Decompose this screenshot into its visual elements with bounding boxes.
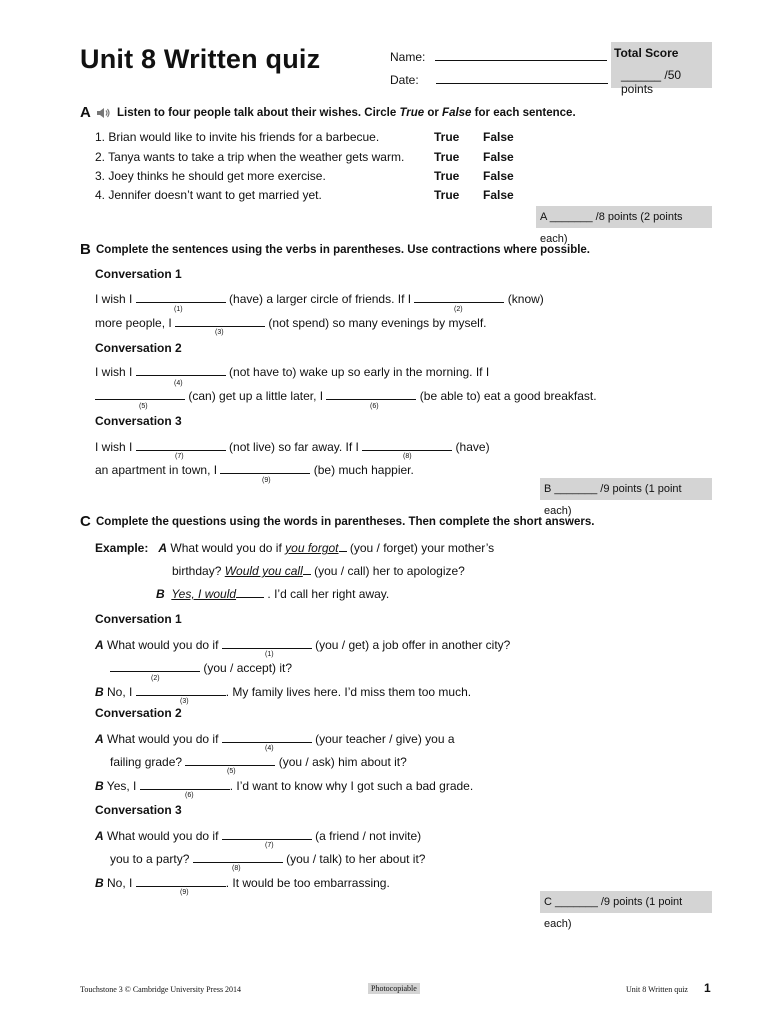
conversation-title: Conversation 1 — [95, 612, 182, 626]
list-item: 1. Brian would like to invite his friends for a barbecue. — [95, 130, 380, 144]
sentence-line: more people, I (not spend) so many evenings by myself. — [95, 316, 487, 330]
dialogue-line: B No, I . It would be too embarrassing. — [95, 876, 390, 890]
answer-blank[interactable] — [414, 290, 504, 303]
dialogue-line: B Yes, I . I’d want to know why I got such a bad grade. — [95, 779, 474, 793]
list-item: 4. Jennifer doesn’t want to get married yet. — [95, 188, 322, 202]
footer-copyright: Touchstone 3 © Cambridge University Press 2014 — [80, 985, 242, 994]
example-answer: Yes, I would — [171, 587, 237, 601]
answer-blank[interactable] — [95, 387, 185, 400]
false-option[interactable]: False — [483, 130, 514, 144]
blank-number: (5) — [139, 403, 148, 410]
blank-number: (9) — [262, 477, 271, 484]
sentence-line: (can) get up a little later, I (be able to) eat a good breakfast. — [95, 387, 597, 403]
blank-number: (5) — [227, 768, 236, 775]
sentence-line: I wish I (have) a larger circle of friends. If I (know) — [95, 292, 544, 306]
answer-blank[interactable] — [136, 874, 226, 887]
true-option[interactable]: True — [434, 130, 460, 144]
blank-number: (2) — [454, 306, 463, 313]
section-b-points: B _______ /9 points (1 point each) — [540, 478, 712, 500]
blank-number: (4) — [174, 380, 183, 387]
answer-blank[interactable] — [136, 363, 226, 376]
blank-number: (1) — [174, 306, 183, 313]
conversation-title: Conversation 2 — [95, 341, 182, 355]
speaker-b: B — [156, 587, 165, 601]
conversation-title: Conversation 2 — [95, 706, 182, 720]
blank-number: (7) — [175, 453, 184, 460]
answer-blank[interactable] — [222, 827, 312, 840]
section-c-letter: C — [80, 513, 91, 530]
dialogue-line: A What would you do if (a friend / not invite) — [95, 829, 422, 843]
blank-number: (6) — [185, 792, 194, 799]
blank-number: (1) — [265, 651, 274, 658]
list-item: 2. Tanya wants to take a trip when the weather gets warm. — [95, 150, 405, 164]
date-row — [390, 71, 608, 87]
section-c-points: C _______ /9 points (1 point each) — [540, 891, 712, 913]
blank-number: (7) — [265, 842, 274, 849]
dialogue-line: A What would you do if (your teacher / give) you a — [95, 732, 455, 746]
answer-blank[interactable] — [136, 683, 226, 696]
word-false: False — [442, 107, 472, 119]
name-field[interactable] — [435, 48, 607, 61]
section-a-points: A _______ /8 points (2 points each) — [536, 206, 712, 228]
dialogue-line: you to a party? (you / talk) to her about it? — [110, 852, 426, 866]
sentence-line: an apartment in town, I (be) much happier. — [95, 463, 414, 477]
answer-blank[interactable] — [362, 438, 452, 451]
section-b-instruction: Complete the sentences using the verbs in parentheses. Use contractions where possible. — [96, 244, 591, 256]
answer-blank[interactable] — [140, 777, 230, 790]
true-option[interactable]: True — [434, 150, 460, 164]
blank-number: (4) — [265, 745, 274, 752]
answer-blank[interactable] — [220, 461, 310, 474]
example-line: Example: A What would you do if you forgot (you / forget) your mother’s — [95, 541, 495, 555]
page-title: Unit 8 Written quiz — [80, 44, 321, 74]
false-option[interactable]: False — [483, 169, 514, 183]
speaker-a: A — [158, 541, 168, 555]
answer-blank[interactable] — [222, 730, 312, 743]
name-row — [390, 48, 607, 64]
blank-number: (8) — [232, 865, 241, 872]
blank-number: (8) — [403, 453, 412, 460]
conversation-title: Conversation 3 — [95, 803, 182, 817]
blank-number: (3) — [215, 329, 224, 336]
date-field[interactable] — [436, 71, 608, 84]
dialogue-line: failing grade? (you / ask) him about it? — [110, 755, 407, 769]
footer-unit: Unit 8 Written quiz — [626, 985, 688, 994]
answer-blank[interactable] — [326, 387, 416, 400]
list-item: 3. Joey thinks he should get more exercise. — [95, 169, 326, 183]
true-option[interactable]: True — [434, 188, 460, 202]
example-line: birthday? Would you call (you / call) her to apologize? — [172, 564, 465, 578]
section-a-letter: A — [80, 104, 91, 121]
sentence-line: I wish I (not live) so far away. If I (have) — [95, 440, 490, 454]
name-label: Name: — [390, 50, 426, 64]
sentence-line: I wish I (not have to) wake up so early in the morning. If I — [95, 365, 490, 379]
dialogue-line: B No, I . My family lives here. I’d miss them too much. — [95, 685, 472, 699]
dialogue-line: (you / accept) it? — [110, 659, 292, 675]
conversation-title: Conversation 3 — [95, 414, 182, 428]
section-c-instruction: Complete the questions using the words in parentheses. Then complete the short answers. — [96, 516, 595, 528]
answer-blank[interactable] — [193, 850, 283, 863]
word-true: True — [399, 107, 425, 119]
answer-blank[interactable] — [110, 659, 200, 672]
false-option[interactable]: False — [483, 150, 514, 164]
section-a-instruction: Listen to four people talk about their wishes. Circle True or False for each sentence. — [117, 107, 576, 119]
date-label: Date: — [390, 73, 419, 87]
answer-blank[interactable] — [175, 314, 265, 327]
total-score-label: Total Score — [614, 46, 679, 60]
example-label: Example: — [95, 541, 149, 555]
example-answer: Would you call — [224, 564, 303, 578]
answer-blank[interactable] — [136, 438, 226, 451]
example-answer: you forgot — [285, 541, 339, 555]
section-b-letter: B — [80, 241, 91, 258]
page-number: 1 — [704, 981, 711, 995]
answer-blank[interactable] — [222, 636, 312, 649]
conversation-title: Conversation 1 — [95, 267, 182, 281]
total-score-box — [611, 42, 712, 96]
answer-blank[interactable] — [185, 753, 275, 766]
answer-blank[interactable] — [136, 290, 226, 303]
total-score-value: ______ /50 points — [621, 68, 682, 96]
example-line: B Yes, I would . I’d call her right away. — [156, 587, 390, 601]
false-option[interactable]: False — [483, 188, 514, 202]
true-option[interactable]: True — [434, 169, 460, 183]
blank-number: (9) — [180, 889, 189, 896]
blank-number: (3) — [180, 698, 189, 705]
dialogue-line: A What would you do if (you / get) a job offer in another city? — [95, 638, 511, 652]
blank-number: (2) — [151, 675, 160, 682]
blank-number: (6) — [370, 403, 379, 410]
speaker-icon[interactable] — [96, 106, 110, 124]
footer-photocopiable: Photocopiable — [368, 983, 420, 994]
